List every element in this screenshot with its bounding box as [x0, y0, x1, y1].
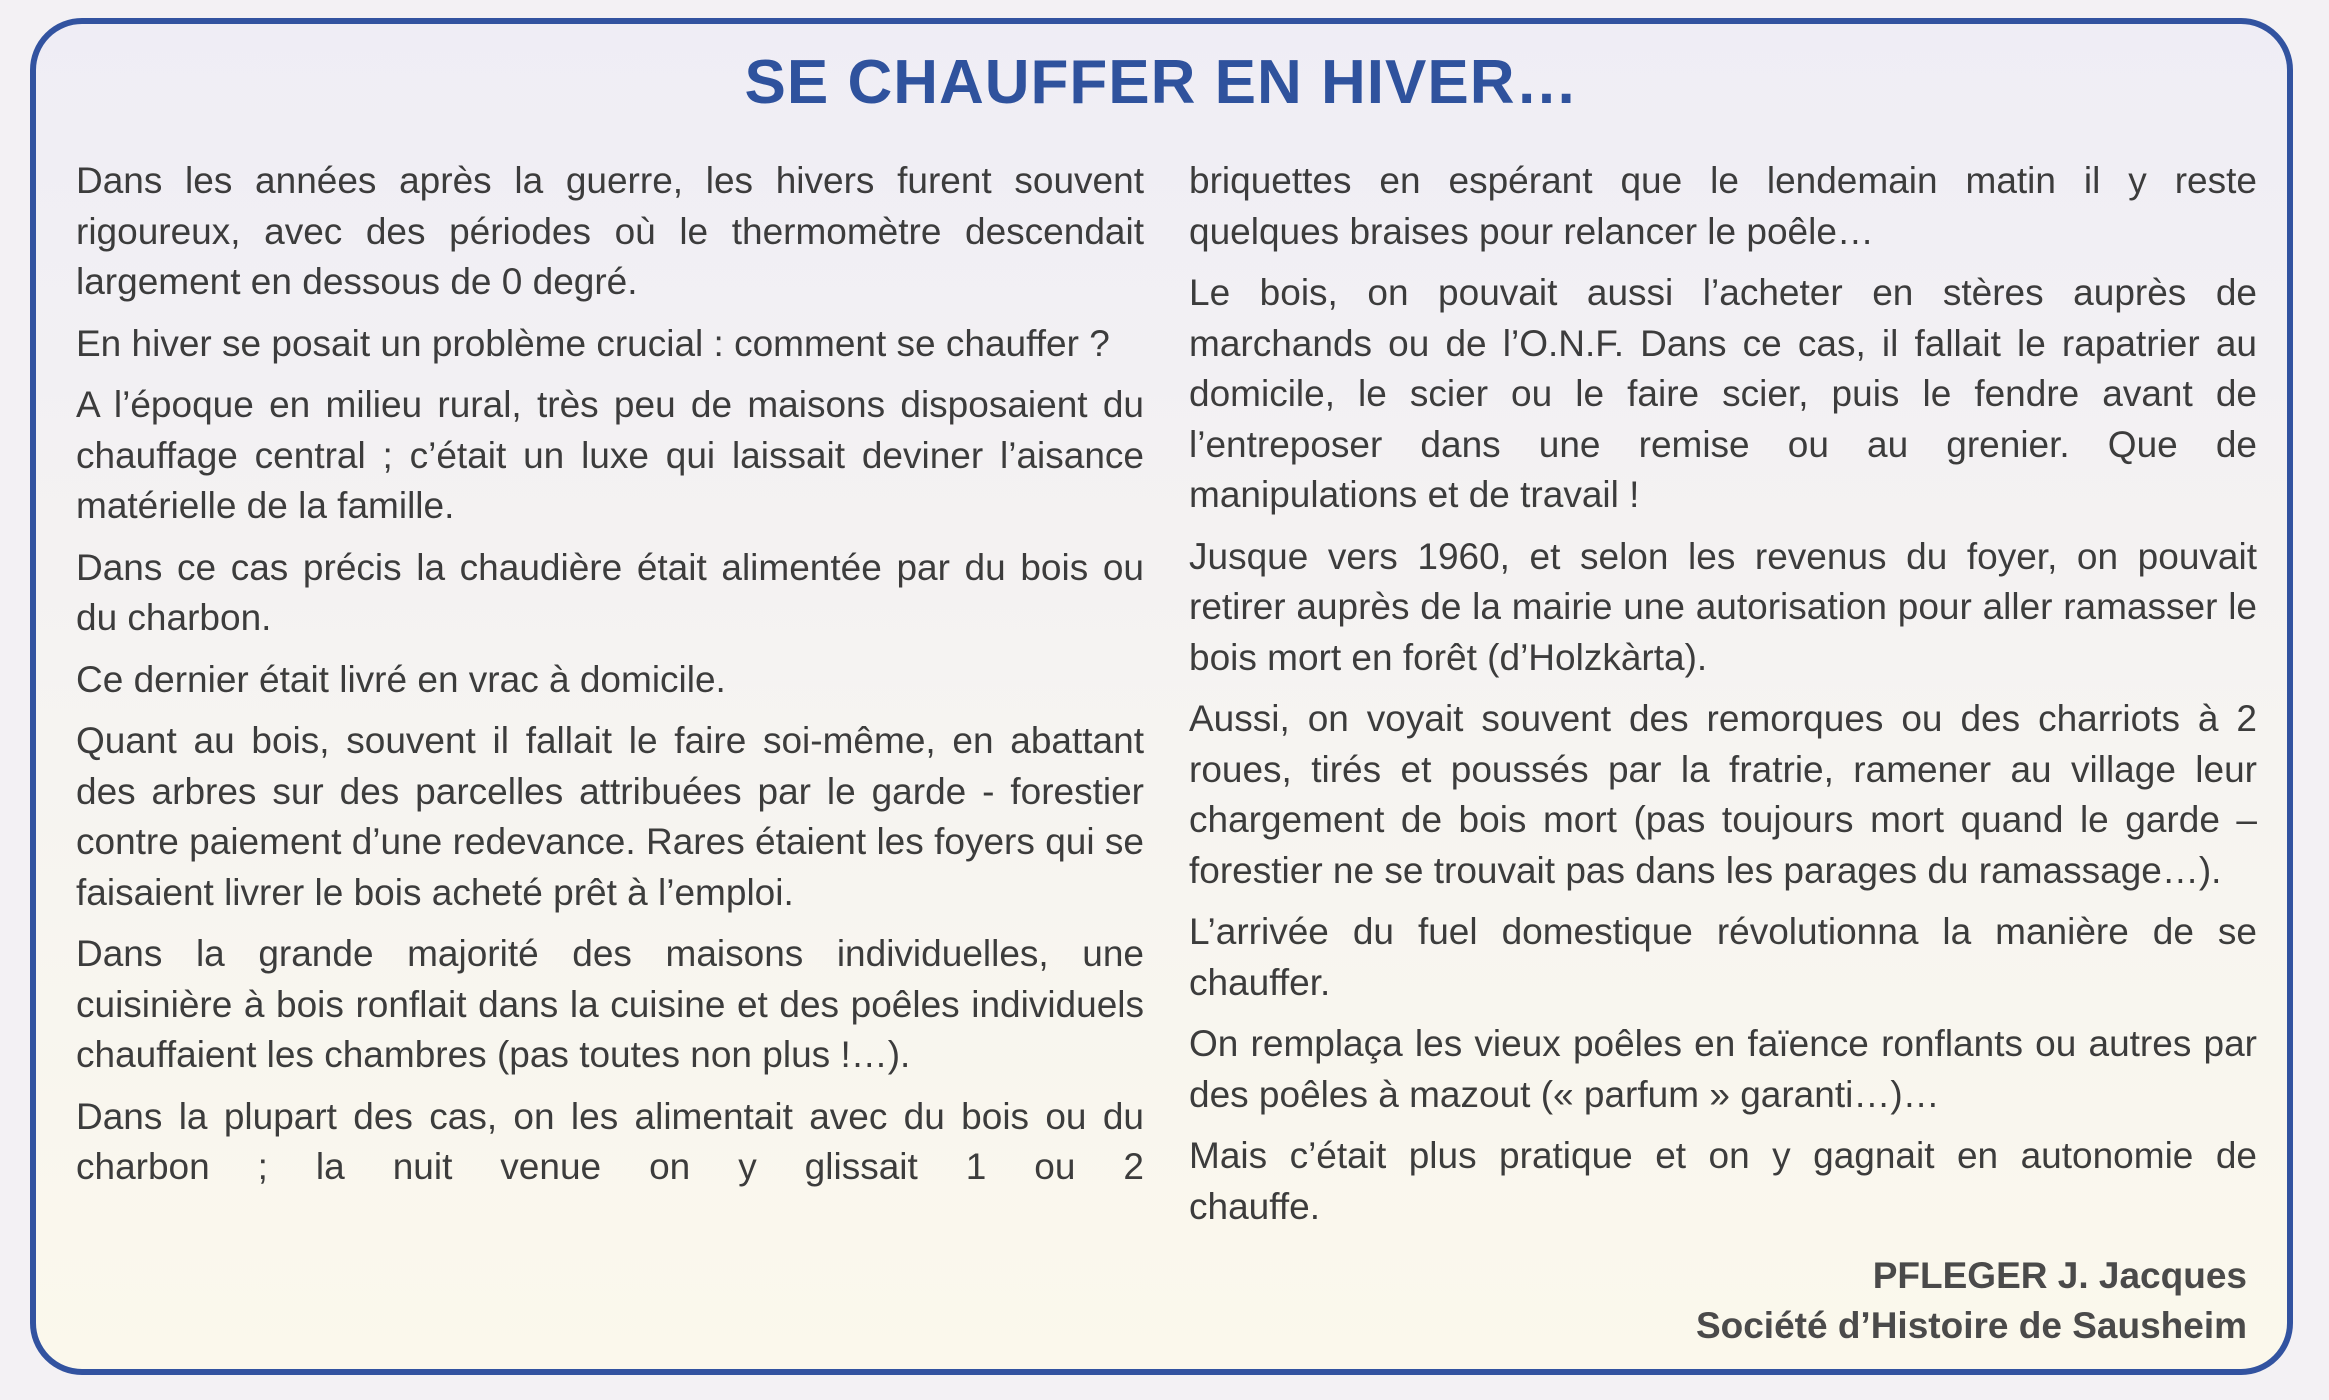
signature-block [1696, 1251, 2247, 1351]
article-title: SE CHAUFFER EN HIVER… [744, 48, 1579, 117]
paragraph: Dans les années après la guerre, les hivers furent souvent rigoureux, avec des périodes où le thermomètre descendait largement en dessous de 0 degré. [76, 160, 1144, 302]
paragraph: En hiver se posait un problème crucial : comment se chauffer ? [76, 322, 1110, 364]
paragraph: Dans ce cas précis la chaudière était alimentée par du bois ou du charbon. [76, 546, 1144, 638]
paragraph: briquettes en espérant que le lendemain matin il y reste quelques braises pour relancer le poêle… [1189, 160, 2257, 252]
right-column [1189, 156, 2257, 1243]
paragraph: A l’époque en milieu rural, très peu de maisons disposaient du chauffage central ; c’était un luxe qui laissait deviner l’aisance matérielle de la famille. [76, 384, 1144, 526]
paragraph: Mais c’était plus pratique et on y gagnait en autonomie de chauffe. [1189, 1135, 2257, 1227]
paragraph: Quant au bois, souvent il fallait le faire soi-même, en abattant des arbres sur des parcelles attribuées par le garde - forestier contre paiement d’une redevance. Rares étaient les foyers qui se faisaient livrer le bois acheté prêt à l’emploi. [76, 720, 1144, 913]
article-frame [30, 18, 2293, 1375]
paragraph: Jusque vers 1960, et selon les revenus du foyer, on pouvait retirer auprès de la mairie une autorisation pour aller ramasser le bois mort en forêt (d’Holzkàrta). [1189, 535, 2257, 678]
paragraph: Ce dernier était livré en vrac à domicile. [76, 658, 726, 700]
paragraph: Le bois, on pouvait aussi l’acheter en stères auprès de marchands ou de l’O.N.F. Dans ce cas, il fallait le rapatrier au domicile, le scier ou le faire scier, puis le fendre avant de l’entreposer dans une remise ou au grenier. Que de manipulations et de travail ! [1189, 272, 2257, 515]
author-name: PFLEGER J. Jacques [1872, 1255, 2247, 1296]
left-column [76, 156, 1144, 1193]
organization-name: Société d’Histoire de Sausheim [1695, 1305, 2247, 1346]
paragraph: L’arrivée du fuel domestique révolutionna la manière de se chauffer. [1189, 911, 2257, 1003]
paragraph: Dans la grande majorité des maisons individuelles, une cuisinière à bois ronflait dans la cuisine et des poêles individuels chauffaient les chambres (pas toutes non plus !…). [76, 933, 1144, 1075]
paragraph: Dans la plupart des cas, on les alimentait avec du bois ou du charbon ; la nuit venue on y glissait 1 ou 2 [76, 1095, 1144, 1187]
paragraph: On remplaça les vieux poêles en faïence ronflants ou autres par des poêles à mazout (« parfum » garanti…)… [1189, 1023, 2257, 1115]
paragraph: Aussi, on voyait souvent des remorques ou des charriots à 2 roues, tirés et poussés par la fratrie, ramener au village leur chargement de bois mort (pas toujours mort quand le garde – forestier ne se trouvait pas dans les parages du ramassage…). [1189, 698, 2257, 891]
